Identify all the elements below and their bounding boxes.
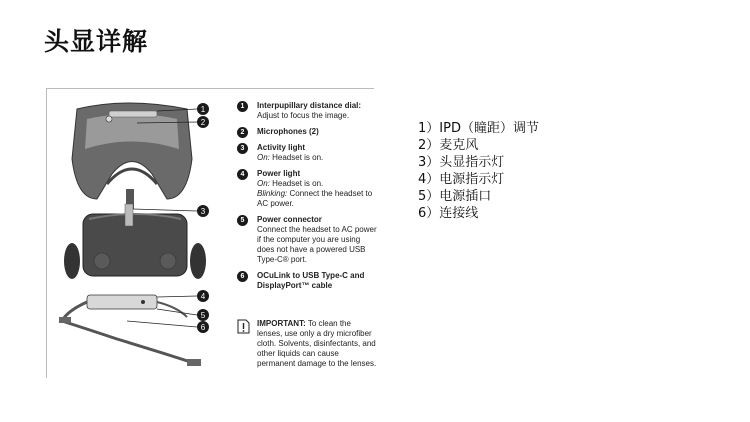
legend-item (237, 101, 377, 121)
legend-number: 3 (237, 143, 248, 154)
legend-desc-em: Blinking: (257, 189, 288, 198)
important-note (237, 319, 377, 369)
callout-list-zh (418, 120, 539, 222)
legend-item (237, 169, 377, 209)
cable-illustration (59, 295, 201, 366)
legend-desc (257, 153, 377, 163)
legend-list (237, 101, 377, 297)
marker-2: 2 (200, 118, 206, 127)
headset-diagram-panel (46, 88, 377, 378)
headset-top-view (72, 103, 192, 209)
callout-item: 5）电源插口 (418, 189, 492, 204)
legend-desc-text: Headset is on. (269, 153, 324, 162)
callout-item: 6）连接线 (418, 206, 479, 221)
legend-number: 2 (237, 127, 248, 138)
legend-desc-text: Headset is on. (269, 179, 324, 188)
legend-desc-em: On: (257, 153, 270, 162)
legend-number: 4 (237, 169, 248, 180)
legend-item (237, 143, 377, 163)
marker-6: 6 (200, 323, 206, 332)
important-label: IMPORTANT: (257, 319, 306, 328)
legend-item (237, 215, 377, 265)
warning-document-icon (237, 319, 250, 334)
legend-title: Power connector (257, 215, 322, 224)
legend-number: 1 (237, 101, 248, 112)
marker-1: 1 (200, 105, 206, 114)
callout-item: 4）电源指示灯 (418, 172, 505, 187)
marker-5: 5 (200, 311, 206, 320)
legend-desc-text: Connect the headset to AC power. (257, 189, 373, 208)
legend-item (237, 127, 377, 137)
marker-4: 4 (200, 292, 206, 301)
legend-desc (257, 189, 377, 209)
marker-3: 3 (200, 207, 206, 216)
legend-title: Interpupillary distance dial: (257, 101, 362, 110)
legend-desc: Adjust to focus the image. (257, 111, 350, 120)
callout-item: 1）IPD（瞳距）调节 (418, 121, 539, 136)
callout-item: 2）麦克风 (418, 138, 479, 153)
legend-title: Activity light (257, 143, 306, 152)
legend-desc (257, 179, 377, 189)
page-title: 头显详解 (44, 27, 149, 56)
legend-title: OCuLink to USB Type-C and DisplayPort™ cable (257, 271, 365, 290)
legend-number: 6 (237, 271, 248, 282)
important-text: To clean the lenses, use only a dry microfiber cloth. Solvents, disinfectants, and other liquids can cause permanent damage to the lenses. (257, 319, 377, 368)
legend-title: Microphones (2) (257, 127, 319, 136)
legend-item (237, 271, 377, 291)
legend-number: 5 (237, 215, 248, 226)
headset-front-view (64, 204, 206, 279)
legend-title: Power light (257, 169, 301, 178)
legend-desc-em: On: (257, 179, 270, 188)
legend-desc: Connect the headset to AC power if the computer you are using does not have a powered USB Type-C® port. (257, 225, 377, 264)
callout-item: 3）头显指示灯 (418, 155, 505, 170)
